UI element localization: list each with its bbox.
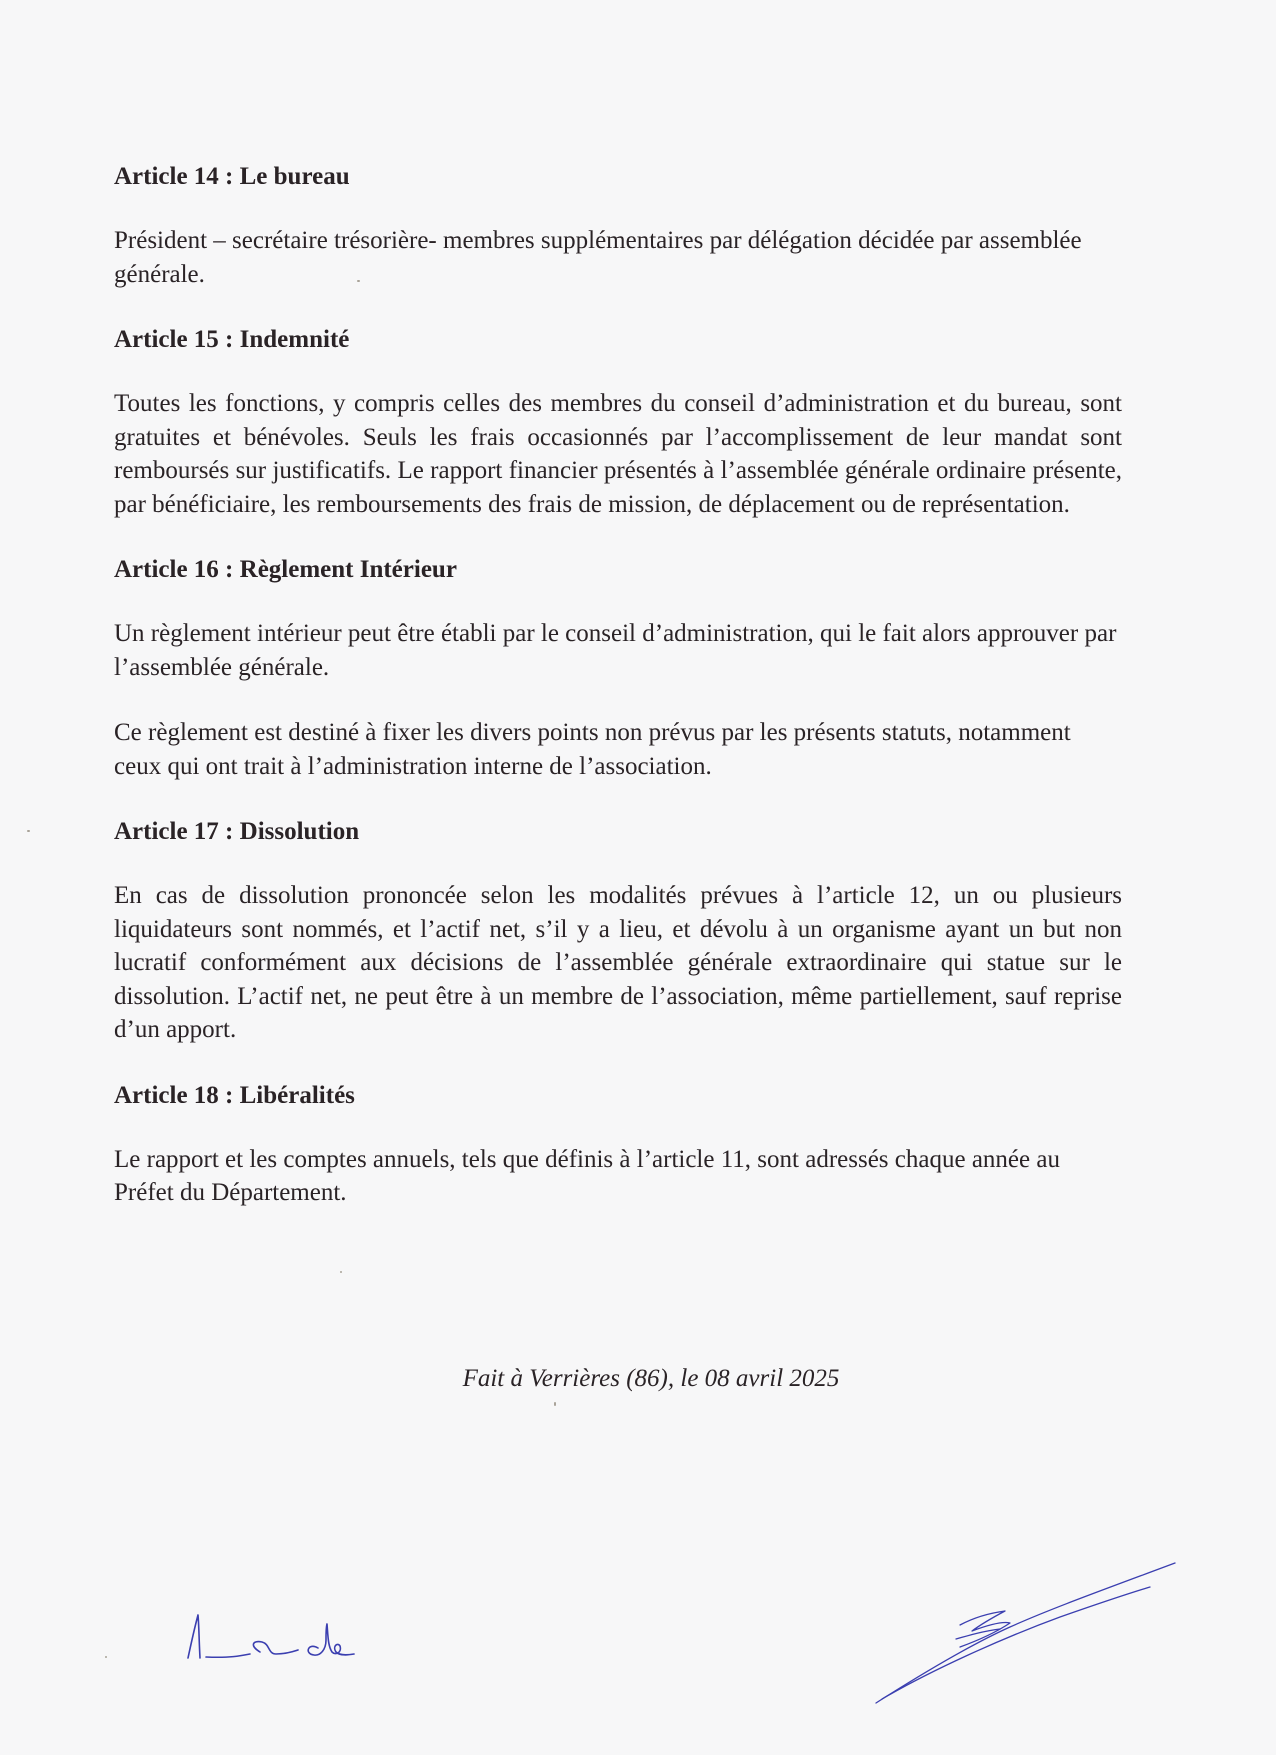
article-16-paragraph-2: Ce règlement est destiné à fixer les divers points non prévus par les présents statuts, notamment ceux qui ont trait à l’administration interne de l’association. — [114, 719, 1071, 780]
article-18-heading: Article 18 : Libéralités — [114, 1081, 355, 1109]
article-15-heading: Article 15 : Indemnité — [114, 326, 350, 353]
closing-place-date: Fait à Verrières (86), le 08 avril 2025 — [462, 1365, 840, 1392]
article-18-paragraph: Le rapport et les comptes annuels, tels que définis à l’article 11, sont adressés chaque année au Préfet du Département. — [114, 1145, 1060, 1206]
article-14-paragraph: Président – secrétaire trésorière- membres supplémentaires par délégation décidée par assemblée générale. — [114, 227, 1082, 288]
scan-speck — [357, 280, 360, 282]
signature-right — [860, 1555, 1180, 1715]
signature-left — [180, 1600, 390, 1680]
article-16-heading: Article 16 : Règlement Intérieur — [114, 556, 457, 583]
document-body — [114, 160, 1122, 1210]
article-17-paragraph: En cas de dissolution prononcée selon les modalités prévues à l’article 12, un ou plusieurs liquidateurs sont nommés, et l’actif net, s’il y a lieu, et dévolu à un organisme ayant un but non lucratif conformément aux décisions de l’assemblée générale extraordinaire qui statue sur le dissolution. L’actif net, ne peut être à un membre de l’association, même partiellement, sauf reprise d’un apport. — [114, 882, 1122, 1043]
scan-speck — [554, 1402, 556, 1406]
article-14-heading: Article 14 : Le bureau — [114, 163, 350, 190]
article-16-paragraph-1: Un règlement intérieur peut être établi par le conseil d’administration, qui le fait alors approuver par l’assemblée générale. — [114, 620, 1117, 681]
article-17-heading: Article 17 : Dissolution — [114, 818, 360, 845]
scan-speck — [27, 830, 30, 832]
article-15-paragraph: Toutes les fonctions, y compris celles des membres du conseil d’administration et du bureau, sont gratuites et bénévoles. Seuls les frais occasionnés par l’accomplissement de leur mandat sont remboursés sur justificatifs. Le rapport financier présentés à l’assemblée générale ordinaire présente, par bénéficiaire, les remboursements des frais de mission, de déplacement ou de représentation. — [114, 390, 1122, 518]
scan-speck — [340, 1271, 342, 1273]
scan-speck — [105, 1656, 107, 1658]
